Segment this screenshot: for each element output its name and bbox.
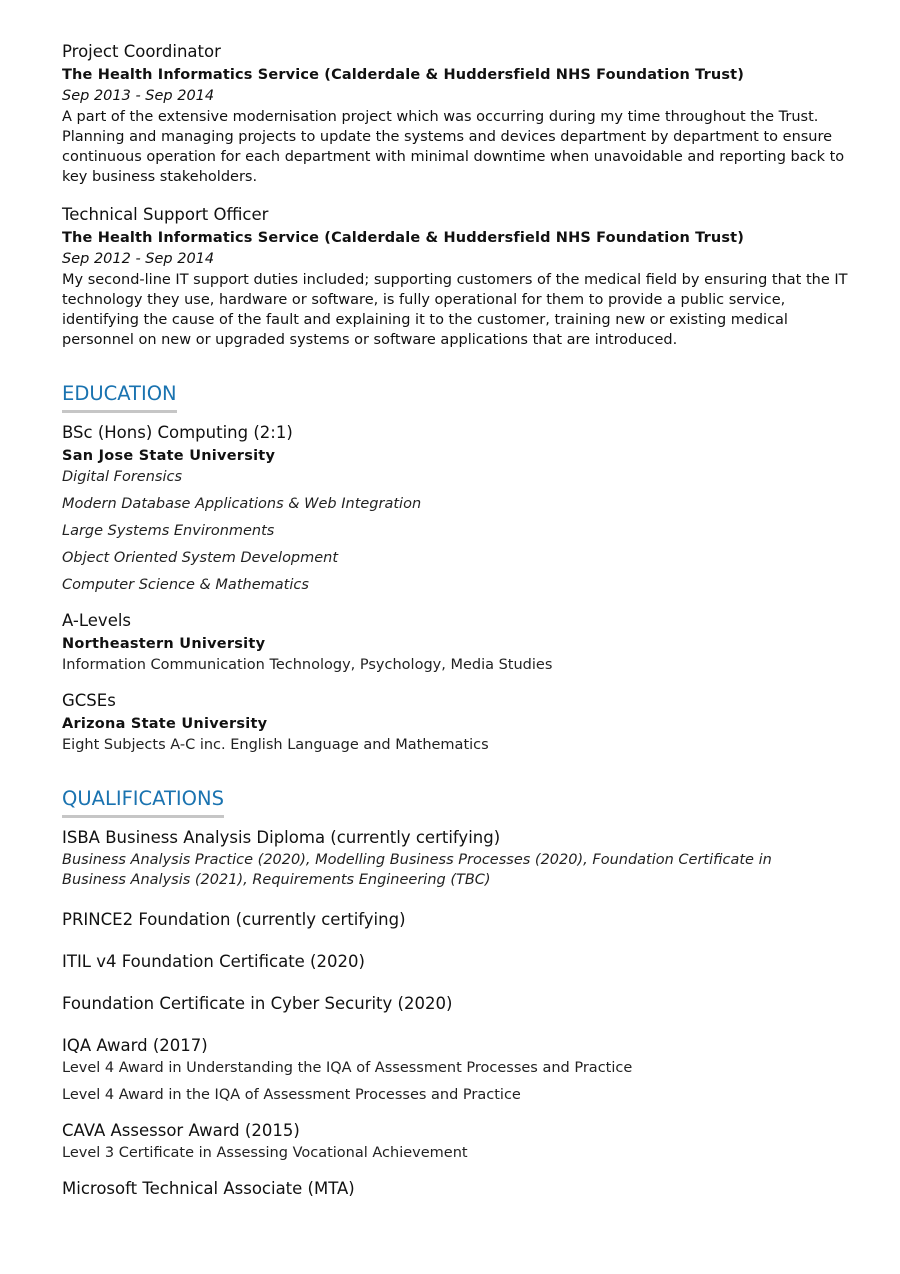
- job-organization: The Health Informatics Service (Calderdale & Huddersfield NHS Foundation Trust): [62, 67, 744, 83]
- education-details: Information Communication Technology, Psychology, Media Studies: [62, 657, 553, 673]
- qualification-title: CAVA Assessor Award (2015): [62, 1121, 300, 1140]
- degree-title: A-Levels: [62, 611, 132, 630]
- module-list: [62, 467, 850, 595]
- qualification-title: Microsoft Technical Associate (MTA): [62, 1179, 355, 1198]
- education-section: [62, 380, 850, 755]
- qualifications-section: [62, 785, 850, 1201]
- education-entry: [62, 609, 850, 675]
- module-item: Object Oriented System Development: [62, 550, 339, 566]
- qualification-line: Level 3 Certificate in Assessing Vocational Achievement: [62, 1145, 468, 1161]
- job-entry: [62, 40, 850, 187]
- institution-name: Northeastern University: [62, 636, 266, 652]
- job-title: Project Coordinator: [62, 42, 221, 61]
- degree-title: GCSEs: [62, 691, 116, 710]
- job-title: Technical Support Officer: [62, 205, 269, 224]
- qualification-title: PRINCE2 Foundation (currently certifying): [62, 910, 406, 929]
- qualification-details: Business Analysis Practice (2020), Modelling Business Processes (2020), Foundation Certificate in Business Analysis (2021), Requirements Engineering (TBC): [62, 852, 772, 888]
- job-description: My second-line IT support duties included; supporting customers of the medical field by ensuring that the IT technology they use, hardware or software, is fully operational for them to provide a public service, identifying the cause of the fault and explaining it to the customer, training new or existing medical personnel on new or upgraded systems or software applications that are introduced.: [62, 272, 848, 348]
- job-entry: [62, 203, 850, 350]
- qualification-entry: [62, 950, 850, 974]
- section-heading-education: EDUCATION: [62, 380, 177, 413]
- qualification-entry: [62, 1034, 850, 1105]
- qualification-line: Level 4 Award in the IQA of Assessment Processes and Practice: [62, 1087, 521, 1103]
- job-dates: Sep 2013 - Sep 2014: [62, 88, 215, 104]
- qualification-entry: [62, 992, 850, 1016]
- education-entry: [62, 421, 850, 595]
- job-description: A part of the extensive modernisation project which was occurring during my time throughout the Trust. Planning and managing projects to update the systems and devices department by department to ensure continuous operation for each department with minimal downtime when unavoidable and reporting back to key business stakeholders.: [62, 109, 845, 185]
- module-item: Digital Forensics: [62, 469, 183, 485]
- job-organization: The Health Informatics Service (Calderdale & Huddersfield NHS Foundation Trust): [62, 230, 744, 246]
- institution-name: Arizona State University: [62, 716, 268, 732]
- qualification-line: Level 4 Award in Understanding the IQA of Assessment Processes and Practice: [62, 1060, 633, 1076]
- education-details: Eight Subjects A-C inc. English Language and Mathematics: [62, 737, 489, 753]
- education-entry: [62, 689, 850, 755]
- module-item: Modern Database Applications & Web Integration: [62, 496, 422, 512]
- module-item: Computer Science & Mathematics: [62, 577, 309, 593]
- qualification-entry: [62, 1177, 850, 1201]
- qualification-entry: [62, 908, 850, 932]
- qualification-entry: [62, 826, 850, 890]
- qualification-title: Foundation Certificate in Cyber Security (2020): [62, 994, 453, 1013]
- institution-name: San Jose State University: [62, 448, 276, 464]
- module-item: Large Systems Environments: [62, 523, 275, 539]
- qualification-title: ISBA Business Analysis Diploma (currently certifying): [62, 828, 501, 847]
- section-heading-qualifications: QUALIFICATIONS: [62, 785, 224, 818]
- qualification-title: ITIL v4 Foundation Certificate (2020): [62, 952, 365, 971]
- experience-section: [62, 40, 850, 350]
- qualification-entry: [62, 1119, 850, 1163]
- job-dates: Sep 2012 - Sep 2014: [62, 251, 215, 267]
- degree-title: BSc (Hons) Computing (2:1): [62, 423, 293, 442]
- qualification-title: IQA Award (2017): [62, 1036, 208, 1055]
